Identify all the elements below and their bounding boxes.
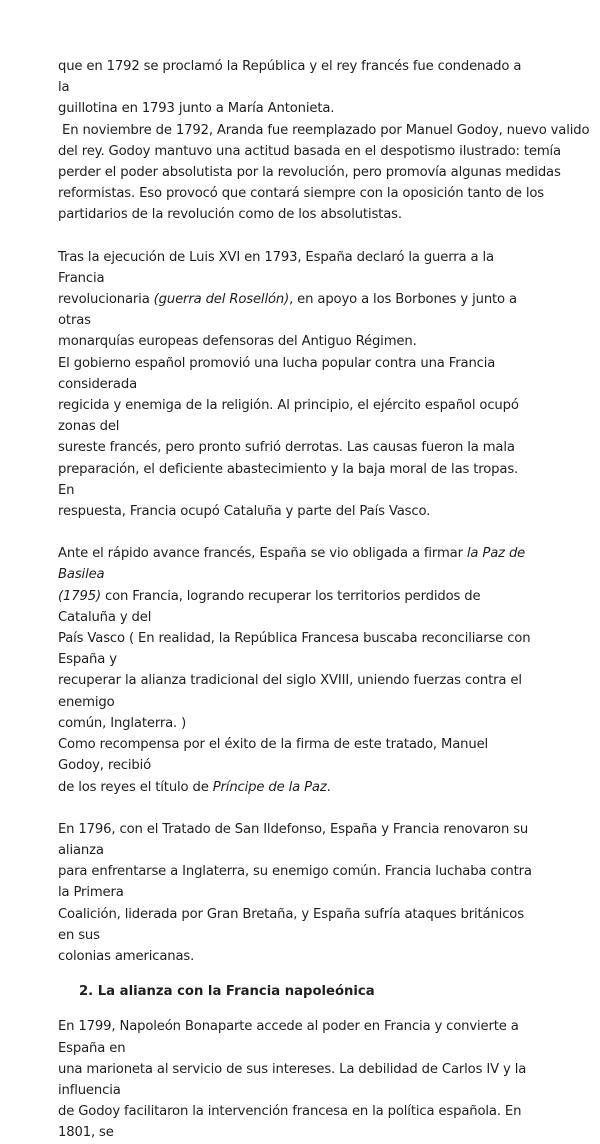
text-line: con Francia, logrando recuperar los territorios perdidos de Cataluña y del <box>58 588 481 625</box>
text-line: regicida y enemiga de la religión. Al principio, el ejército español ocupó zonas del <box>58 398 519 435</box>
paragraph-gap <box>58 522 536 543</box>
text-line: El gobierno español promovió una lucha popular contra una Francia considerada <box>58 355 496 392</box>
text-line: monarquías europeas defensoras del Antiguo Régimen. <box>58 334 417 350</box>
paragraph-godoy <box>58 120 590 226</box>
text-line: Ante el rápido avance francés, España se vio obligada a firmar <box>58 546 467 562</box>
text-line: partidarios de la revolución como de los absolutistas. <box>58 207 402 223</box>
paragraph-republic <box>58 56 536 120</box>
paragraph-war-declaration <box>58 247 536 353</box>
text-line: respuesta, Francia ocupó Cataluña y parte del País Vasco. <box>58 504 431 520</box>
text-line: Tras la ejecución de Luis XVI en 1793, España declaró la guerra a la Francia <box>58 249 494 286</box>
paragraph-gap <box>58 798 536 819</box>
text-line: perder el poder absolutista por la revolución, pero promovía algunas medidas <box>58 165 561 181</box>
text-line: Coalición, liderada por Gran Bretaña, y España sufría ataques británicos en sus <box>58 906 524 943</box>
paragraph-paz-basilea <box>58 543 536 734</box>
text-line: recuperar la alianza tradicional del siglo XVIII, uniendo fuerzas contra el enemigo <box>58 673 522 710</box>
emphasis-principe-paz: Príncipe de la Paz <box>212 779 327 795</box>
text-line: común, Inglaterra. ) <box>58 715 187 731</box>
emphasis-paz-basilea: la Paz de Basilea <box>58 546 526 583</box>
text-line: guillotina en 1793 junto a María Antonieta. <box>58 101 335 117</box>
text-line: En noviembre de 1792, Aranda fue reemplazado por Manuel Godoy, nuevo valido <box>58 122 590 138</box>
paragraph-principe-paz <box>58 734 536 798</box>
text-line: una marioneta al servicio de sus intereses. La debilidad de Carlos IV y la influencia <box>58 1061 527 1098</box>
text-line: . <box>326 779 331 795</box>
text-line: que en 1792 se proclamó la República y el rey francés fue condenado a la <box>58 59 522 96</box>
text-line: del rey. Godoy mantuvo una actitud basada en el despotismo ilustrado: temía <box>58 143 561 159</box>
text-line: En 1799, Napoleón Bonaparte accede al poder en Francia y convierte a España en <box>58 1019 519 1056</box>
text-line: de los reyes el título de <box>58 779 213 795</box>
emphasis-year-1795: (1795) <box>58 588 101 604</box>
text-line: Como recompensa por el éxito de la firma de este tratado, Manuel Godoy, recibió <box>58 737 489 774</box>
text-line: sureste francés, pero pronto sufrió derrotas. Las causas fueron la mala <box>58 440 515 456</box>
text-line: reformistas. Eso provocó que contará siempre con la oposición tanto de los <box>58 186 545 202</box>
paragraph-san-ildefonso <box>58 819 536 967</box>
text-line: revolucionaria <box>58 292 154 308</box>
text-line: , en apoyo a los Borbones y junto a otras <box>58 292 517 329</box>
paragraph-gap <box>58 1002 536 1016</box>
text-line: para enfrentarse a Inglaterra, su enemigo común. Francia luchaba contra la Primera <box>58 864 532 901</box>
paragraph-gap <box>58 226 536 247</box>
paragraph-napoleon <box>58 1016 536 1143</box>
text-line: preparación, el deficiente abastecimiento y la baja moral de las tropas. En <box>58 461 519 498</box>
text-line: colonias americanas. <box>58 948 195 964</box>
emphasis-guerra-rosellon: (guerra del Rosellón) <box>153 292 290 308</box>
text-line: de Godoy facilitaron la intervención francesa en la política española. En 1801, se <box>58 1104 522 1141</box>
text-line: En 1796, con el Tratado de San Ildefonso, España y Francia renovaron su alianza <box>58 821 529 858</box>
paragraph-gap <box>58 967 536 981</box>
paragraph-popular-struggle <box>58 353 536 523</box>
section-heading: 2. La alianza con la Francia napoleónica <box>79 984 375 1000</box>
text-line: País Vasco ( En realidad, la República Francesa buscaba reconciliarse con España y <box>58 631 531 668</box>
